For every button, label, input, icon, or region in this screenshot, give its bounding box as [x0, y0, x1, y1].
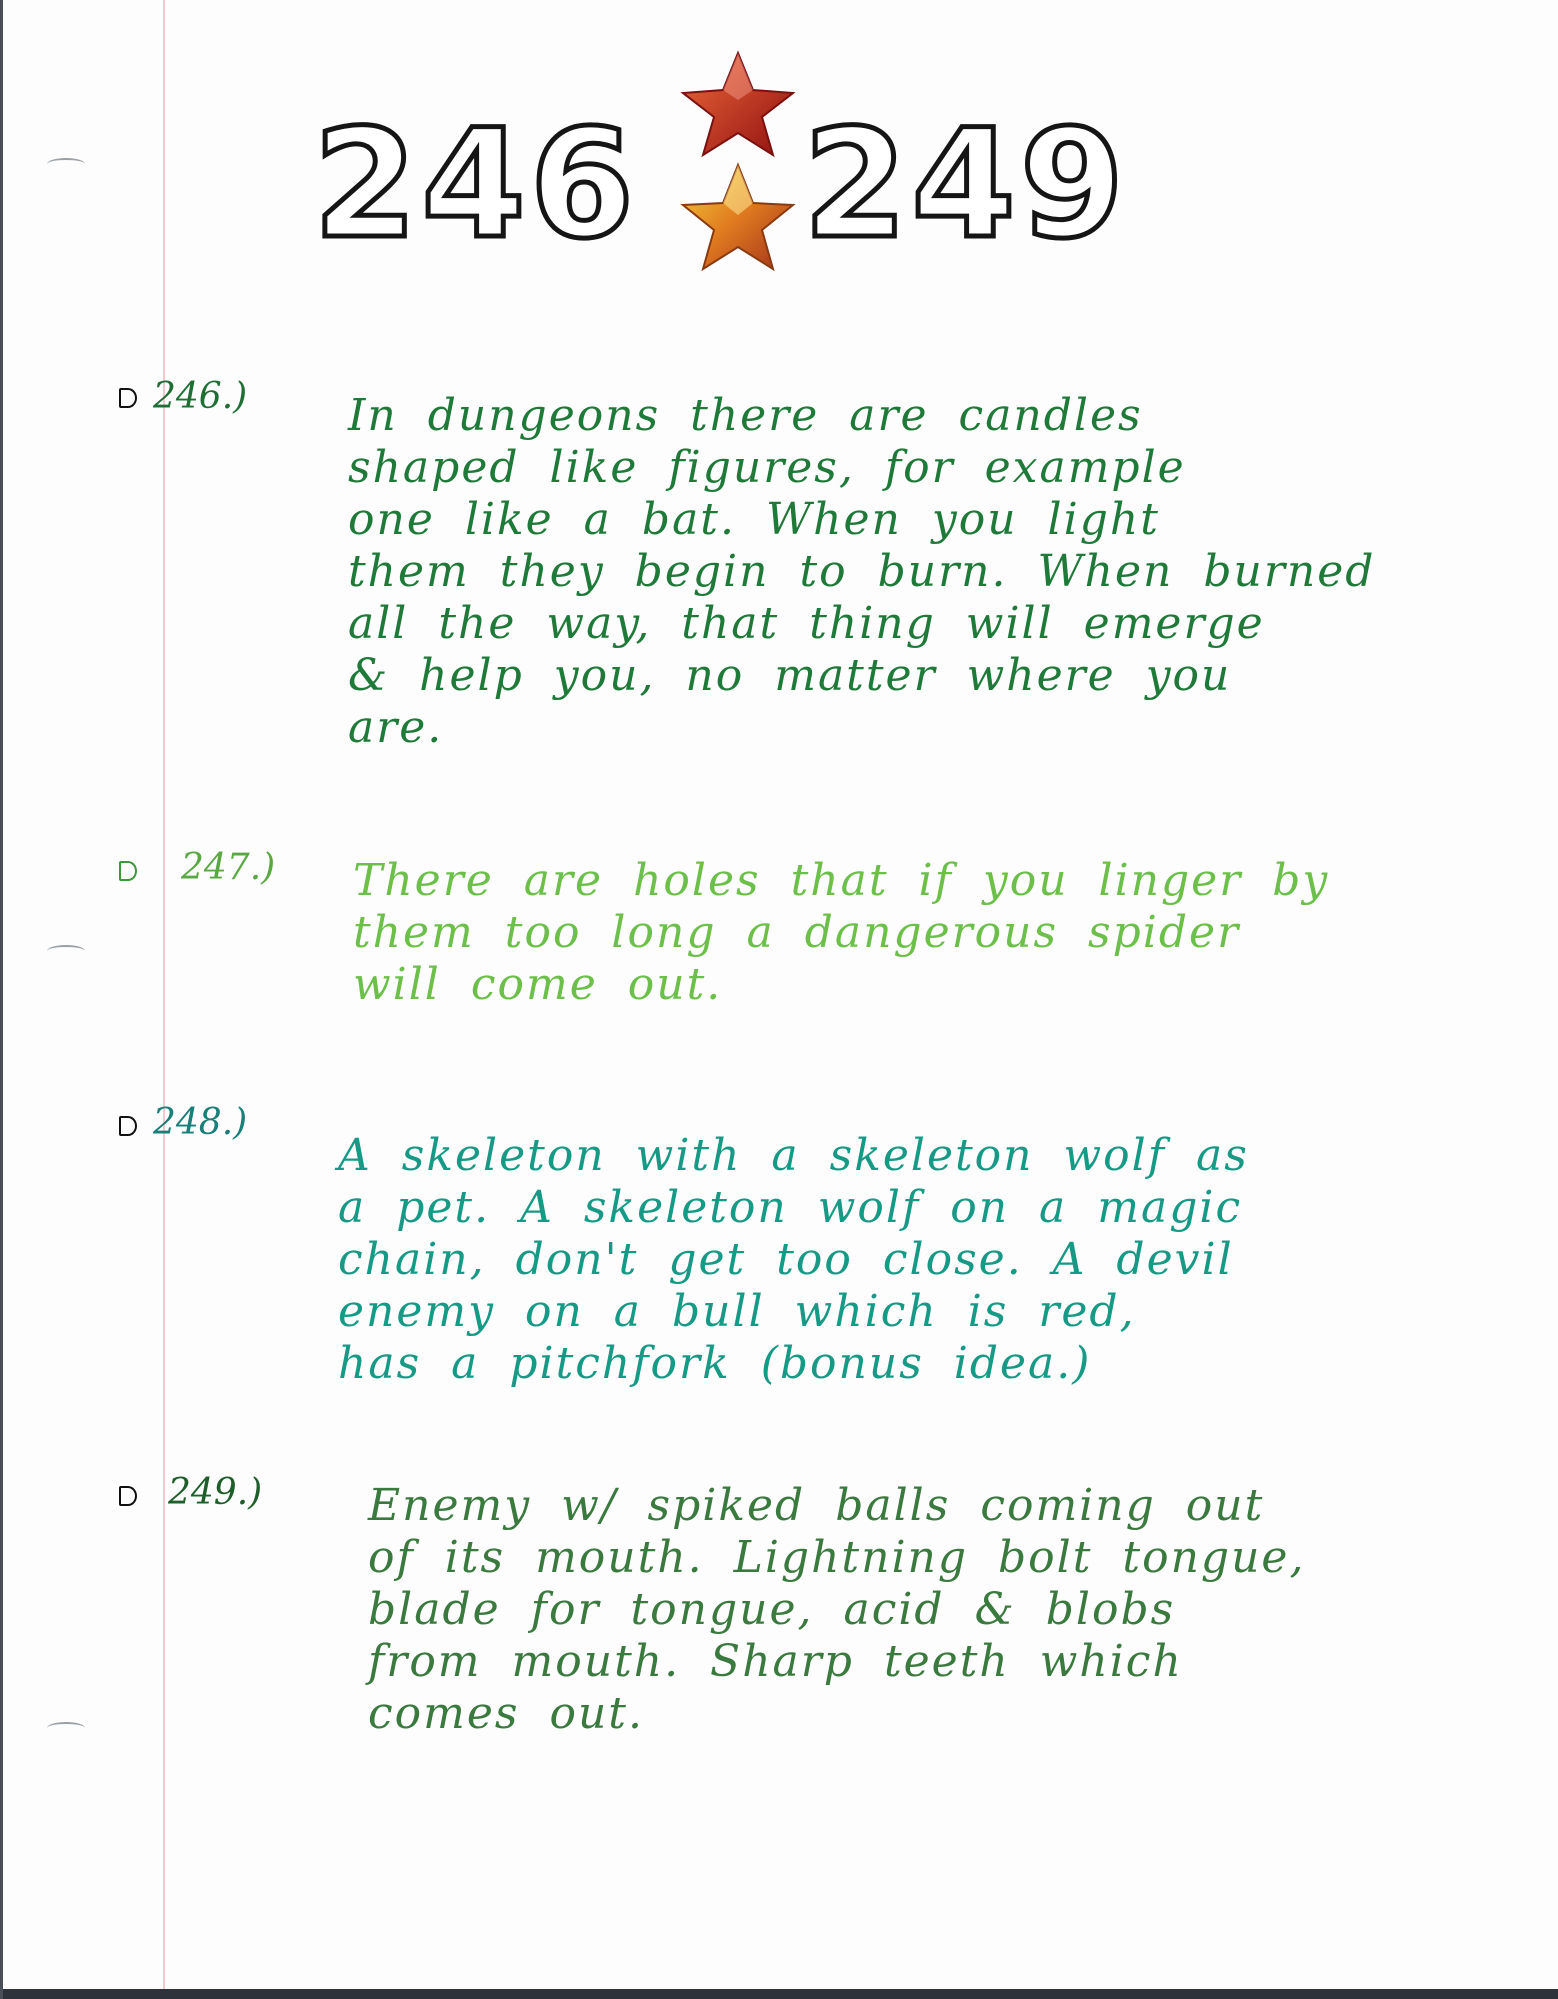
entry-text: A skeleton with a skeleton wolf as a pet. A skeleton wolf on a magic chain, don't get too close. A devil enemy on a bull which is red, has a pitchfork (bonus idea.): [338, 1130, 1249, 1389]
entry-text: There are holes that if you linger by them too long a dangerous spider will come out.: [353, 855, 1330, 1010]
punch-hole-mark: [47, 1722, 85, 1734]
checkbox-bullet-icon: [119, 1486, 137, 1506]
checkbox-bullet-icon: [119, 1116, 137, 1136]
scan-edge: [3, 1989, 1558, 1999]
margin-line: [163, 0, 165, 1999]
page-title: [303, 100, 1203, 270]
punch-hole-mark: [47, 945, 85, 957]
title-start-number: 246: [313, 98, 639, 272]
checkbox-bullet-icon: [119, 388, 137, 408]
title-end-number: 249: [803, 98, 1129, 272]
checkbox-bullet-icon: [119, 861, 137, 881]
entry-number: 247.): [181, 847, 276, 888]
star-stickers-icon: [673, 45, 803, 285]
entry-number: 248.): [153, 1102, 248, 1143]
entry-text: In dungeons there are candles shaped like figures, for example one like a bat. When you light them they begin to burn. When burned all the way, that thing will emerge & help you, no matter where you are.: [348, 390, 1376, 753]
entry-text: Enemy w/ spiked balls coming out of its mouth. Lightning bolt tongue, blade for tongue, acid & blobs from mouth. Sharp teeth which comes out.: [368, 1480, 1306, 1739]
entry-number: 249.): [168, 1472, 263, 1513]
punch-hole-mark: [47, 158, 85, 170]
entry-number: 246.): [153, 376, 248, 417]
